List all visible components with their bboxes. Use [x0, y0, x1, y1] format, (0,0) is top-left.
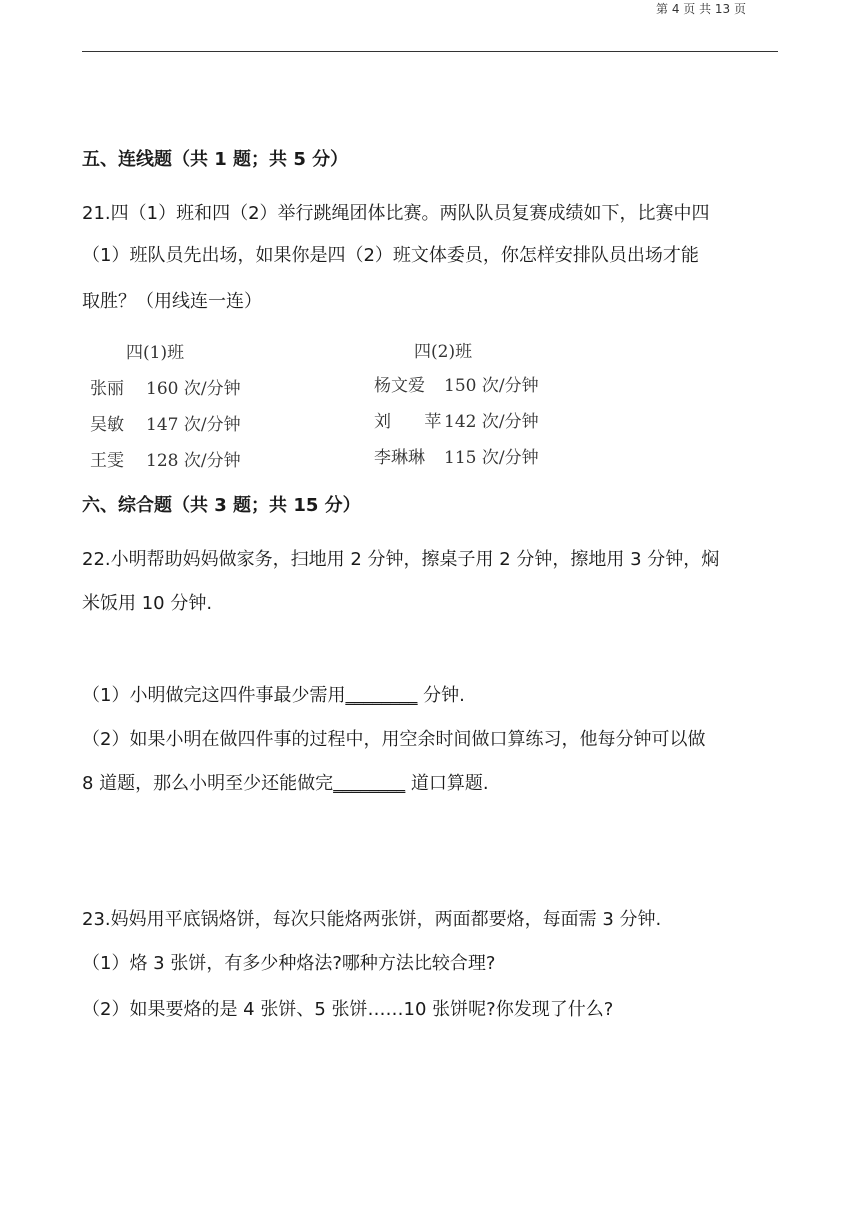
student-score: 142 次/分钟 — [444, 412, 539, 432]
page-number: 第 4 页 共 13 页 — [656, 2, 746, 16]
student-name: 吴敏 — [90, 415, 124, 435]
question-22-sub-2-line-2 — [82, 772, 489, 796]
question-22-sub-1 — [82, 684, 465, 708]
question-22-sub-2-line-1: （2）如果小明在做四件事的过程中，用空余时间做口算练习，他每分钟可以做 — [82, 729, 706, 750]
question-22-line-2: 米饭用 10 分钟. — [82, 593, 213, 614]
sub-2-text: 8 道题，那么小明至少还能做完 — [82, 773, 334, 794]
question-21-line-3: 取胜？（用线连一连） — [82, 291, 262, 312]
section-heading-5: 五、连线题（共 1 题；共 5 分） — [82, 149, 349, 170]
sub-1-unit: 分钟. — [417, 685, 465, 706]
class2-title: 四(2)班 — [414, 342, 473, 362]
question-22-line-1: 22.小明帮助妈妈做家务，扫地用 2 分钟，擦桌子用 2 分钟，擦地用 3 分钟，焖 — [82, 549, 720, 570]
class2-row — [374, 407, 539, 432]
answer-blank[interactable]: ________ — [345, 685, 418, 706]
student-score: 150 次/分钟 — [444, 376, 539, 396]
class1-row — [90, 410, 241, 435]
class1-title: 四(1)班 — [126, 343, 185, 363]
header-rule — [82, 51, 778, 52]
student-name: 杨文爱 — [374, 376, 425, 396]
student-score: 160 次/分钟 — [146, 379, 241, 399]
answer-blank[interactable]: ________ — [333, 773, 406, 794]
student-score: 128 次/分钟 — [146, 451, 241, 471]
student-score: 115 次/分钟 — [444, 448, 539, 468]
class1-row — [90, 446, 241, 471]
class1-row — [90, 374, 241, 399]
student-name: 李琳琳 — [374, 448, 425, 468]
question-23-sub-2: （2）如果要烙的是 4 张饼、5 张饼……10 张饼呢?你发现了什么? — [82, 999, 614, 1020]
student-score: 147 次/分钟 — [146, 415, 241, 435]
sub-2-unit: 道口算题. — [405, 773, 489, 794]
sub-1-text: （1）小明做完这四件事最少需用 — [82, 685, 346, 706]
class2-row — [374, 443, 539, 468]
question-23-sub-1: （1）烙 3 张饼，有多少种烙法?哪种方法比较合理? — [82, 953, 496, 974]
student-name: 刘 苹 — [374, 412, 456, 432]
class2-row — [374, 371, 539, 396]
student-name: 王雯 — [90, 451, 124, 471]
question-23-line-1: 23.妈妈用平底锅烙饼，每次只能烙两张饼，两面都要烙，每面需 3 分钟. — [82, 909, 662, 930]
question-21-line-1: 21.四（1）班和四（2）举行跳绳团体比赛。两队队员复赛成绩如下，比赛中四 — [82, 203, 710, 224]
question-21-line-2: （1）班队员先出场，如果你是四（2）班文体委员，你怎样安排队员出场才能 — [82, 245, 699, 266]
student-name: 张丽 — [90, 379, 124, 399]
section-heading-6: 六、综合题（共 3 题；共 15 分） — [82, 495, 361, 516]
